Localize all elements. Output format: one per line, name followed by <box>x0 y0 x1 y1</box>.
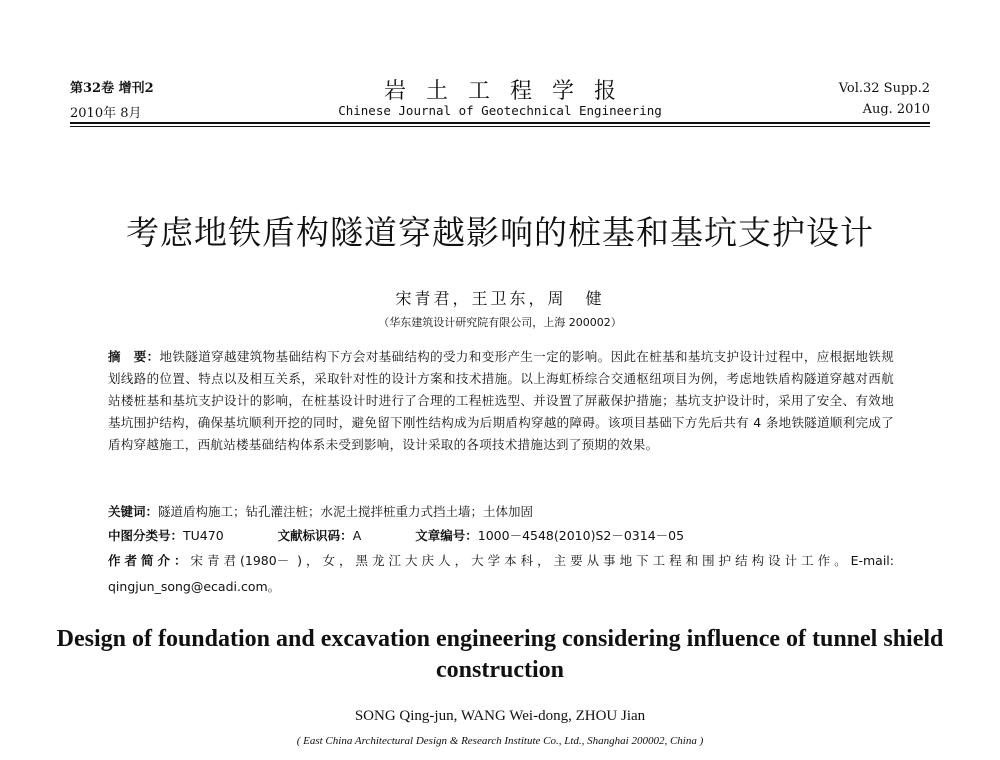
issue-date-en: Aug. 2010 <box>862 102 930 117</box>
bio-text: 宋青君(1980－ )，女，黑龙江大庆人，大学本科，主要从事地下工程和围护结构设计工作。E-mail: qingjun_song@ecadi.com。 <box>108 553 894 594</box>
affiliation-cn: （华东建筑设计研究院有限公司，上海 200002） <box>378 316 622 329</box>
keywords-label: 关键词： <box>108 504 159 519</box>
clc-value: TU470 <box>183 528 224 543</box>
abstract-label: 摘 要： <box>108 349 160 364</box>
author-bio <box>108 548 894 600</box>
header-rule-thin <box>70 126 930 127</box>
article-title-en: Design of foundation and excavation engineering considering influence of tunnel shield construction <box>56 626 944 683</box>
article-number-value: 1000－4548(2010)S2－0314－05 <box>477 528 685 543</box>
classification-line <box>108 526 894 544</box>
doc-code-label: 文献标识码： <box>277 528 353 543</box>
keywords-text: 隧道盾构施工；钻孔灌注桩；水泥土搅拌桩重力式挡土墙；土体加固 <box>158 504 534 519</box>
authors-en: SONG Qing-jun, WANG Wei-dong, ZHOU Jian <box>354 708 646 724</box>
affiliation-en: ( East China Architectural Design & Research Institute Co., Ltd., Shanghai 200002, China ) <box>296 735 704 747</box>
abstract-cn <box>108 346 894 456</box>
bio-label: 作者简介： <box>108 553 191 568</box>
volume-issue: 第32卷 增刊2 <box>70 81 154 96</box>
abstract-text: 地铁隧道穿越建筑物基础结构下方会对基础结构的受力和变形产生一定的影响。因此在桩基和基坑支护设计过程中，应根据地铁规划线路的位置、特点以及相互关系，采取针对性的设计方案和技术措施。以上海虹桥综合交通枢纽项目为例，考虑地铁盾构隧道穿越对西航站楼桩基和基坑支护设计的影响，在桩基设计时进行了合理的工程桩选型、并设置了屏蔽保护措施；基坑支护设计时，采用了安全、有效地基坑围护结构，确保基坑顺利开挖的同时，避免留下刚性结构成为后期盾构穿越的障碍。该项目基础下方先后共有 4 条地铁隧道顺利完成了盾构穿越施工，西航站楼基础结构体系未受到影响，设计采取的各项技术措施达到了预期的效果。 <box>108 349 894 452</box>
keywords-cn <box>108 502 894 520</box>
issue-date-cn: 2010年 8月 <box>70 106 142 121</box>
doc-code-value: A <box>352 528 362 543</box>
header-rule-thick <box>70 122 930 124</box>
volume-issue-en: Vol.32 Supp.2 <box>838 81 930 96</box>
clc-label: 中图分类号： <box>108 528 184 543</box>
authors-cn: 宋青君，王卫东，周 健 <box>395 289 605 308</box>
article-number-label: 文章编号： <box>415 528 478 543</box>
article-title-cn: 考虑地铁盾构隧道穿越影响的桩基和基坑支护设计 <box>126 213 874 252</box>
journal-title-cn: 岩土工程学报 <box>383 79 636 104</box>
journal-title-en: Chinese Journal of Geotechnical Engineering <box>338 103 662 118</box>
